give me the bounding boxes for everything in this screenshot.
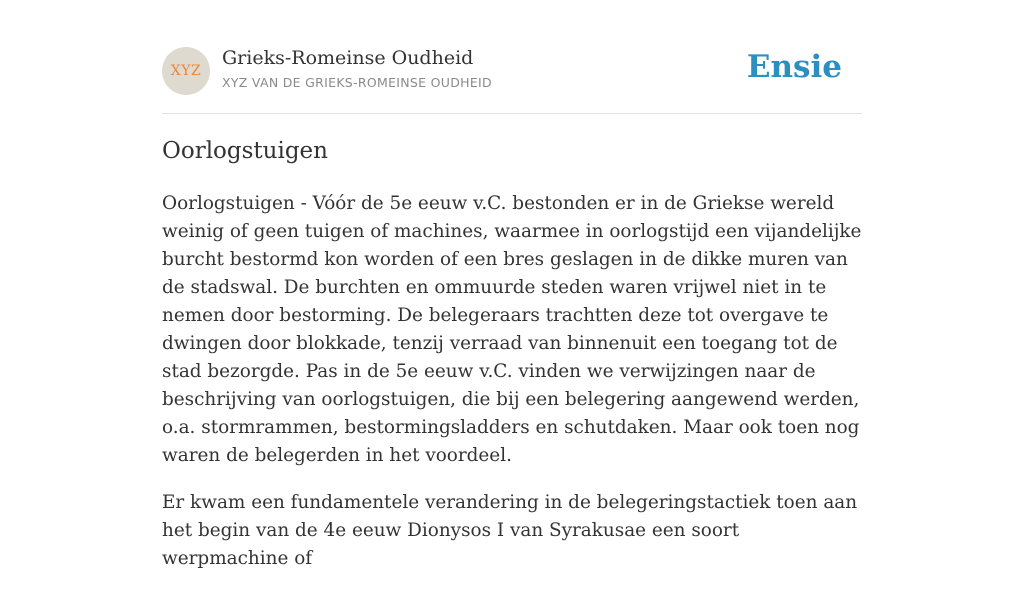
source-subtitle: XYZ VAN DE GRIEKS-ROMEINSE OUDHEID (222, 75, 492, 90)
article-paragraph: Oorlogstuigen - Vóór de 5e eeuw v.C. bestonden er in de Griekse wereld weinig of geen tuigen of machines, waarmee in oorlogstijd een vijandelijke burcht bestormd kon worden of een bres geslagen in de dikke muren van de stadswal. De burchten en ommuurde steden waren vrijwel niet in te nemen door bestorming. De belegeraars trachtten deze tot overgave te dwingen door blokkade, tenzij verraad van binnenuit een toegang tot de stad bezorgde. Pas in de 5e eeuw v.C. vinden we verwijzingen naar de beschrijving van oorlogstuigen, die bij een belegering aangewend werden, o.a. stormrammen, bestormingsladders en schutdaken. Maar ook toen nog waren de belegerden in het voordeel. (162, 193, 862, 466)
avatar[interactable]: XYZ (162, 47, 210, 95)
source-title[interactable]: Grieks-Romeinse Oudheid (222, 47, 474, 69)
header-divider (162, 113, 862, 114)
brand-logo[interactable]: Ensie (746, 49, 842, 85)
article-body (162, 190, 864, 592)
article-paragraph: Er kwam een fundamentele verandering in de belegeringstactiek toen aan het begin van de 4e eeuw Dionysos I van Syrakusae een soort werpmachine of (162, 492, 858, 569)
article-title: Oorlogstuigen (162, 138, 328, 164)
header (162, 47, 862, 95)
